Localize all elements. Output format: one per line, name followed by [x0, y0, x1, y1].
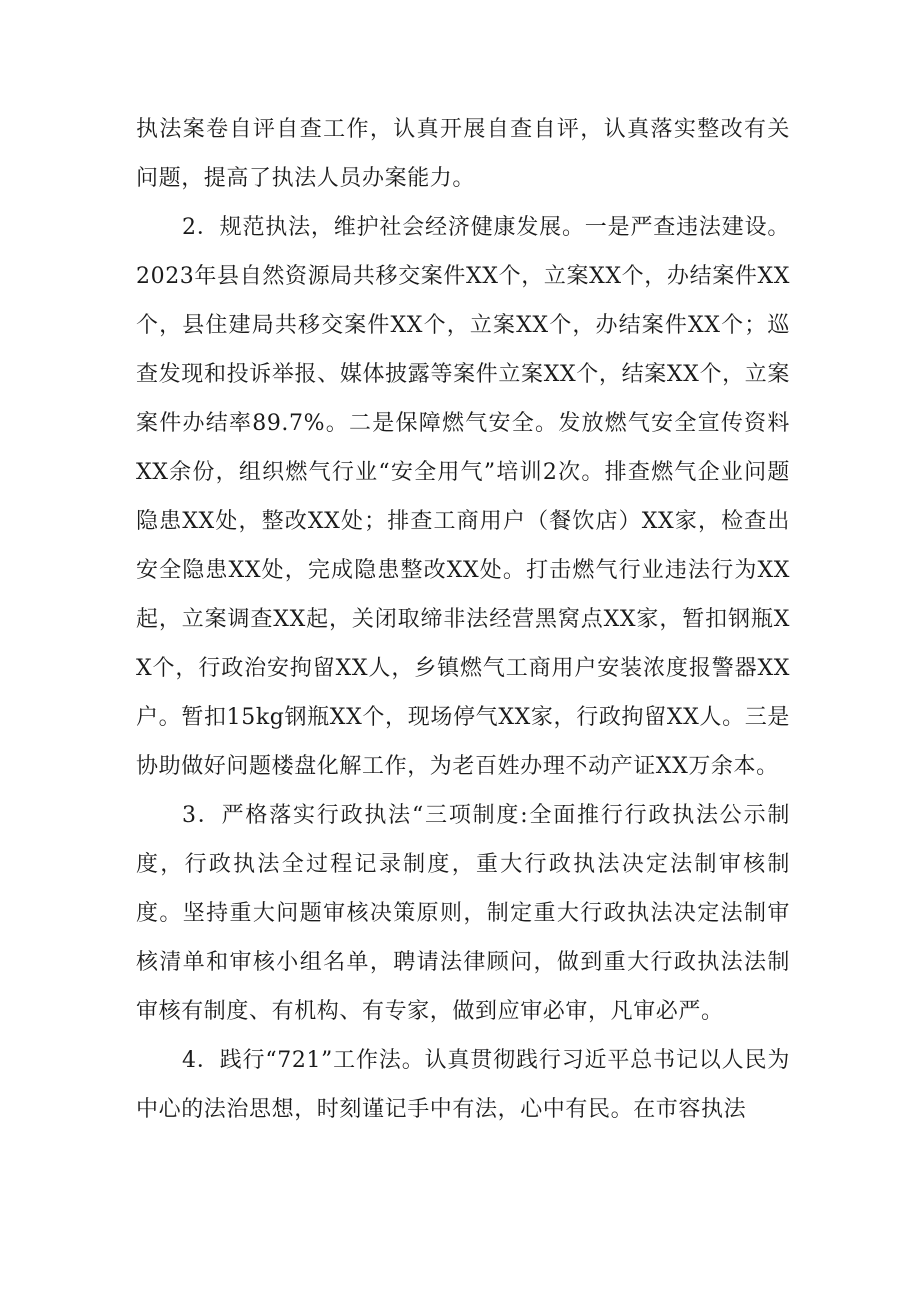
- paragraph-item-3: 3．严格落实行政执法“三项制度:全面推行行政执法公示制度，行政执法全过程记录制度，重大行政执法决定法制审核制度。坚持重大问题审核决策原则，制定重大行政执法决定法制审核清单和审核小组名单，聘请法律顾问，做到重大行政执法法制审核有制度、有机构、有专家，做到应审必审，凡审必严。: [136, 803, 790, 1024]
- document-body: [136, 105, 790, 1134]
- paragraph-item-4: 4．践行“721”工作法。认真贯彻践行习近平总书记以人民为中心的法治思想，时刻谨记手中有法，心中有民。在市容执法: [136, 1048, 790, 1122]
- paragraph-item-2: 2．规范执法，维护社会经济健康发展。一是严查违法建设。2023年县自然资源局共移交案件XX个，立案XX个，办结案件XX个，县住建局共移交案件XX个，立案XX个，办结案件XX个；巡查发现和投诉举报、媒体披露等案件立案XX个，结案XX个，立案案件办结率89.7%。二是保障燃气安全。发放燃气安全宣传资料XX余份，组织燃气行业“安全用气”培训2次。排查燃气企业问题隐患XX处，整改XX处；排查工商用户（餐饮店）XX家，检查出安全隐患XX处，完成隐患整改XX处。打击燃气行业违法行为XX起，立案调查XX起，关闭取缔非法经营黑窝点XX家，暂扣钢瓶XX个，行政治安拘留XX人，乡镇燃气工商用户安装浓度报警器XX户。暂扣15kg钢瓶XX个，现场停气XX家，行政拘留XX人。三是协助做好问题楼盘化解工作，为老百姓办理不动产证XX万余本。: [136, 215, 790, 779]
- paragraph-continuation: 执法案卷自评自查工作，认真开展自查自评，认真落实整改有关问题，提高了执法人员办案能力。: [136, 117, 790, 191]
